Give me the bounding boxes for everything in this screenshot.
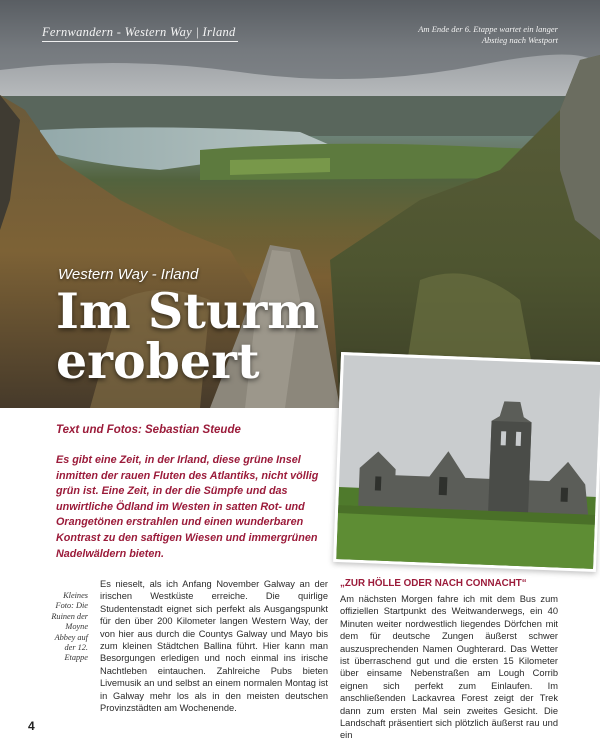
intro-paragraph: Es gibt eine Zeit, in der Irland, diese grüne Insel inmitten der rauen Fluten des Atlantiks, nicht völlig grün ist. Eine Zeit, in der die Sümpfe und das unwirtliche Ödland im Westen in satten Rot- und Orangetönen erstrahlen und einen wunderbaren Kontrast zu den saftigen Wiesen und immergrünen Nadelwäldern bieten. — [56, 454, 319, 560]
title-line-1: Im Sturm — [56, 282, 320, 340]
abbey-ruins-illustration — [336, 355, 600, 572]
small-photo-caption: Kleines Foto: Die Ruinen der Moyne Abbey auf der 12. Etappe — [51, 591, 88, 663]
byline: Text und Fotos: Sebastian Steude — [56, 424, 241, 436]
column-2-heading: „ZUR HÖLLE ODER NACH CONNACHT“ — [340, 578, 527, 589]
hero-photo-caption: Am Ende der 6. Etappe wartet ein langer Abstieg nach Westport — [418, 24, 558, 45]
body-column-2: Am nächsten Morgen fahre ich mit dem Bus zum offiziellen Startpunkt des Weitwanderwegs, ein 40 Minuten weiter nordwestlich liegendes Dörfchen mit dem für deutsche Zungen äußerst schwer auszusprechenden Namen Oughterard. Das Wetter ist überraschend gut und die ersten 15 Kilometer über einsame Nebenstraßen am Lough Corrib eignen sich perfekt zum Einlaufen. Im anschließenden Lackavrea Forest zeigt der Trek dann zum ersten Mal sein zweites Gesicht. Die Landschaft präsentiert sich plötzlich äußerst rau und ein — [340, 594, 558, 741]
header-rule — [42, 41, 238, 42]
page-number: 4 — [28, 719, 35, 733]
article-subtitle: Western Way - Irland — [58, 266, 199, 283]
section-header: Fernwandern - Western Way | Irland — [42, 25, 236, 39]
article-title — [56, 282, 356, 390]
body-column-1: Es nieselt, als ich Anfang November Galway an der irischen Westküste erreiche. Die quirlige Studentenstadt eignet sich perfekt als Ausgangspunkt für den über 200 Kilometer langen Western Way, der von hier aus durch die Countys Galway und Mayo bis zum kleinen Städtchen Ballina führt. Hier kann man Besorgungen erledigen und noch einmal ins irische Nachtleben eintauchen. Zahlreiche Pubs bieten Livemusik an und selbst an einem normalen Montag ist in Galway mehr los als in den meisten deutschen Provinzstädten am Wochenende. — [100, 579, 328, 714]
title-line-2: erobert — [56, 332, 260, 390]
abbey-photo — [333, 352, 600, 572]
